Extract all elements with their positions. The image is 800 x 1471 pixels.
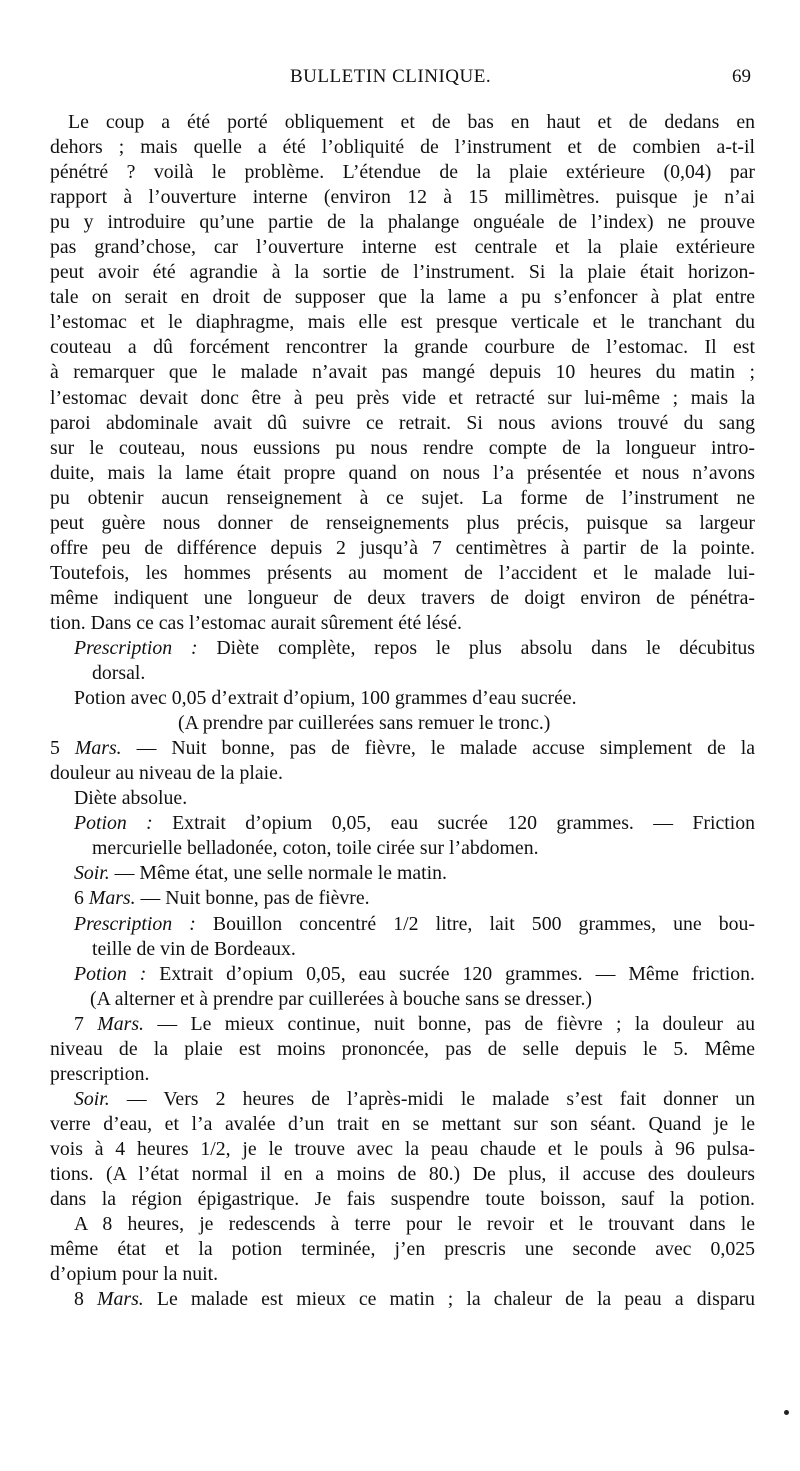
night-continuation: même état et la potion terminée, j’en prescris une seconde avec 0,025 xyxy=(50,1238,755,1261)
page-body xyxy=(50,110,755,1312)
evening-line xyxy=(50,861,755,886)
prescription-line xyxy=(50,636,755,661)
evening-continuation: dans la région épigastrique. Je fais suspendre toute boisson, sauf la potion. xyxy=(50,1188,755,1211)
evening-continuation: verre d’eau, et l’a avalée d’un trait en se mettant sur son séant. Quand je le xyxy=(50,1112,755,1135)
potion-note: (A prendre par cuillerées sans remuer le tronc.) xyxy=(178,712,551,735)
prescription-continuation: teille de vin de Bordeaux. xyxy=(92,937,296,960)
day-text: — Le mieux continue, nuit bonne, pas de fièvre ; la douleur au xyxy=(143,1012,755,1035)
day-continuation: douleur au niveau de la plaie. xyxy=(50,762,283,785)
day-number: 7 xyxy=(74,1012,98,1035)
evening-continuation: tions. (A l’état normal il en a moins de 80.) De plus, il accuse des douleurs xyxy=(50,1162,755,1185)
potion-line: Potion avec 0,05 d’extrait d’opium, 100 grammes d’eau sucrée. xyxy=(74,687,577,710)
text-line: tion. Dans ce cas l’estomac aurait sûrement été lésé. xyxy=(50,611,462,634)
evening-text: — Même état, une selle normale le matin. xyxy=(109,862,448,885)
ink-speck xyxy=(784,1410,789,1415)
text-line: pu y introduire qu’une partie de la phalange onguéale de l’index) ne prouve xyxy=(50,211,755,234)
day-number: 5 xyxy=(50,737,75,760)
text-line: dehors ; mais quelle a été l’obliquité de l’instrument et de combien a-t-il xyxy=(50,136,755,159)
text-line: Toutefois, les hommes présents au moment de l’accident et le malade lui- xyxy=(50,561,755,584)
day-text: — Nuit bonne, pas de fièvre, le malade accuse simplement de la xyxy=(121,737,755,760)
text-line: couteau a dû forcément rencontrer la grande courbure de l’estomac. Il est xyxy=(50,336,755,359)
night-line: A 8 heures, je redescends à terre pour le revoir et le trouvant dans le xyxy=(74,1213,755,1236)
potion-note: (A alterner et à prendre par cuillerées à bouche sans se dresser.) xyxy=(90,987,592,1010)
text-line: paroi abdominale avait dû suivre ce retrait. Si nous avions trouvé du sang xyxy=(50,411,755,434)
evening-continuation: vois à 4 heures 1/2, je le trouve avec la peau chaude et le pouls à 96 pulsa- xyxy=(50,1137,755,1160)
text-line: peut guère nous donner de renseignements plus précis, puisque sa largeur xyxy=(50,511,755,534)
text-line: l’estomac et le diaphragme, mais elle est presque verticale et le tranchant du xyxy=(50,311,755,334)
potion-continuation: mercurielle belladonée, coton, toile cirée sur l’abdomen. xyxy=(92,837,539,860)
text-line: l’estomac devait donc être à peu près vide et retracté sur lui-même ; mais la xyxy=(50,386,755,409)
text-line: sur le couteau, nous eussions pu nous rendre compte de la longueur intro- xyxy=(50,436,755,459)
night-continuation: d’opium pour la nuit. xyxy=(50,1263,219,1286)
text-line: offre peu de différence depuis 2 jusqu’à 7 centimètres à partir de la pointe. xyxy=(50,536,755,559)
text-line: rapport à l’ouverture interne (environ 12 à 15 millimètres. puisque je n’ai xyxy=(50,186,755,209)
text-line: peut avoir été agrandie à la sortie de l’instrument. Si la plaie était horizon- xyxy=(50,261,755,284)
text-line: pénétré ? voilà le problème. L’étendue de la plaie extérieure (0,04) par xyxy=(50,161,755,184)
day-entry-line xyxy=(50,1287,755,1312)
day-entry-line xyxy=(50,736,755,761)
text-line: tale on serait en droit de supposer que la lame a pu s’enfoncer à plat entre xyxy=(50,286,755,309)
prescription-line xyxy=(50,912,755,937)
prescription-continuation: dorsal. xyxy=(92,662,146,685)
text-line: pas grand’chose, car l’ouverture interne est centrale et la plaie extérieure xyxy=(50,236,755,259)
evening-label: Soir. xyxy=(74,1087,110,1110)
page-number: 69 xyxy=(732,66,751,87)
prescription-label: Prescription : xyxy=(74,912,196,935)
day-continuation: prescription. xyxy=(50,1062,150,1085)
day-label: Mars. xyxy=(74,737,122,760)
day-number: 6 xyxy=(74,887,89,910)
text-line: pu obtenir aucun renseignement à ce sujet. La forme de l’instrument ne xyxy=(50,486,755,509)
prescription-text: Diète complète, repos le plus absolu dans le décubitus xyxy=(197,636,755,659)
potion-line xyxy=(50,962,755,987)
diet-line: Diète absolue. xyxy=(74,787,188,810)
running-head: BULLETIN CLINIQUE. xyxy=(290,66,492,87)
day-label: Mars. xyxy=(88,887,136,910)
day-text: — Nuit bonne, pas de fièvre. xyxy=(135,887,370,910)
text-line: à remarquer que le malade n’avait pas mangé depuis 10 heures du matin ; xyxy=(50,361,755,384)
page-header xyxy=(0,66,800,98)
potion-text: Extrait d’opium 0,05, eau sucrée 120 grammes. — Friction xyxy=(152,812,755,835)
day-label: Mars. xyxy=(97,1012,144,1035)
day-number: 8 xyxy=(74,1288,98,1311)
text-line: duite, mais la lame était propre quand on nous l’a présentée et nous n’avons xyxy=(50,461,755,484)
potion-label: Potion : xyxy=(74,962,147,985)
prescription-label: Prescription : xyxy=(74,636,198,659)
day-entry-line xyxy=(50,886,755,911)
day-text: Le malade est mieux ce matin ; la chaleur de la peau a disparu xyxy=(143,1288,755,1311)
evening-line xyxy=(50,1087,755,1112)
potion-line xyxy=(50,811,755,836)
evening-text: — Vers 2 heures de l’après-midi le malade s’est fait donner un xyxy=(109,1087,755,1110)
day-label: Mars. xyxy=(97,1288,144,1311)
text-line: même indiquent une longueur de deux travers de doigt environ de pénétra- xyxy=(50,586,755,609)
prescription-text: Bouillon concentré 1/2 litre, lait 500 grammes, une bou- xyxy=(195,912,755,935)
potion-label: Potion : xyxy=(74,812,153,835)
text-line: Le coup a été porté obliquement et de bas en haut et de dedans en xyxy=(68,111,755,133)
day-continuation: niveau de la plaie est moins prononcée, pas de selle depuis le 5. Même xyxy=(50,1037,755,1060)
day-entry-line xyxy=(50,1012,755,1037)
potion-text: Extrait d’opium 0,05, eau sucrée 120 grammes. — Même friction. xyxy=(146,962,756,985)
evening-label: Soir. xyxy=(74,862,110,885)
